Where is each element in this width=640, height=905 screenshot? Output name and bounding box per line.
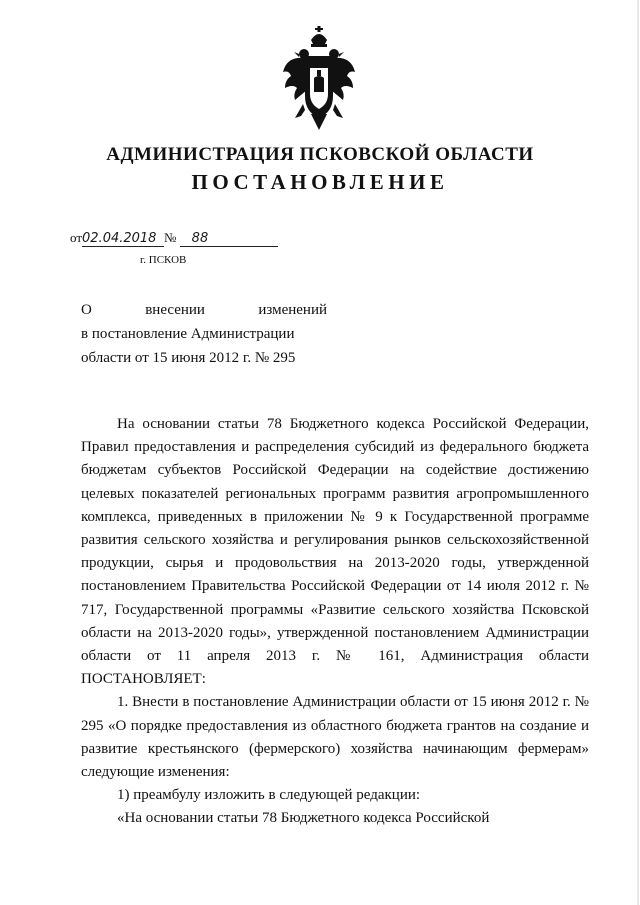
handwritten-date: 02.04.2018 xyxy=(82,231,164,247)
item-1-1-paragraph: 1) преамбулу изложить в следующей редакции: xyxy=(117,787,421,804)
quoted-text-start: «На основании статьи 78 Бюджетного кодекса Российской xyxy=(117,810,490,827)
number-label: № xyxy=(164,230,177,245)
subject-block xyxy=(81,298,327,370)
subject-line: области от 15 июня 2012 г. № 295 xyxy=(81,350,296,366)
item-1-paragraph: 1. Внести в постановление Администрации области от 15 июня 2012 г. № 295 «О порядке предоставления из областного бюджета грантов на создание и развитие крестьянского (фермерского) хозяйства начинающим фермерам» следующие изменения: xyxy=(81,694,589,781)
scan-edge-shadow xyxy=(637,0,639,905)
subject-line: О внесении изменений xyxy=(81,302,327,318)
pskov-coat-of-arms-emblem xyxy=(281,26,357,130)
organization-title: АДМИНИСТРАЦИЯ ПСКОВСКОЙ ОБЛАСТИ xyxy=(106,144,534,165)
document-body xyxy=(81,413,589,831)
date-from-label: от xyxy=(70,230,83,245)
city-label: г. ПСКОВ xyxy=(140,254,187,266)
document-type-title: ПОСТАНОВЛЕНИЕ xyxy=(191,170,449,194)
subject-line: в постановление Администрации xyxy=(81,326,295,342)
preamble-paragraph: На основании статьи 78 Бюджетного кодекса Российской Федерации, Правил предоставления и распределения субсидий из федерального бюджета бюджетам субъектов Российской Федерации на содействие достижению целевых показателей региональных программ развития агропромышленного комплекса, приведенных в приложении № 9 к Государственной программе развития сельского хозяйства и регулирования рынков сельскохозяйственной продукции, сырья и продовольствия на 2013-2020 годы, утвержденной постановлением Правительства Российской Федерации от 14 июля 2012 г. № 717, Государственной программы «Развитие сельского хозяйства Псковской области на 2013-2020 годы», утвержденной постановлением Администрации области от 11 апреля 2013 г. № 161, Администрация области ПОСТАНОВЛЯЕТ: xyxy=(81,416,589,688)
handwritten-number: 88 xyxy=(180,231,278,247)
date-number-line xyxy=(70,230,278,247)
